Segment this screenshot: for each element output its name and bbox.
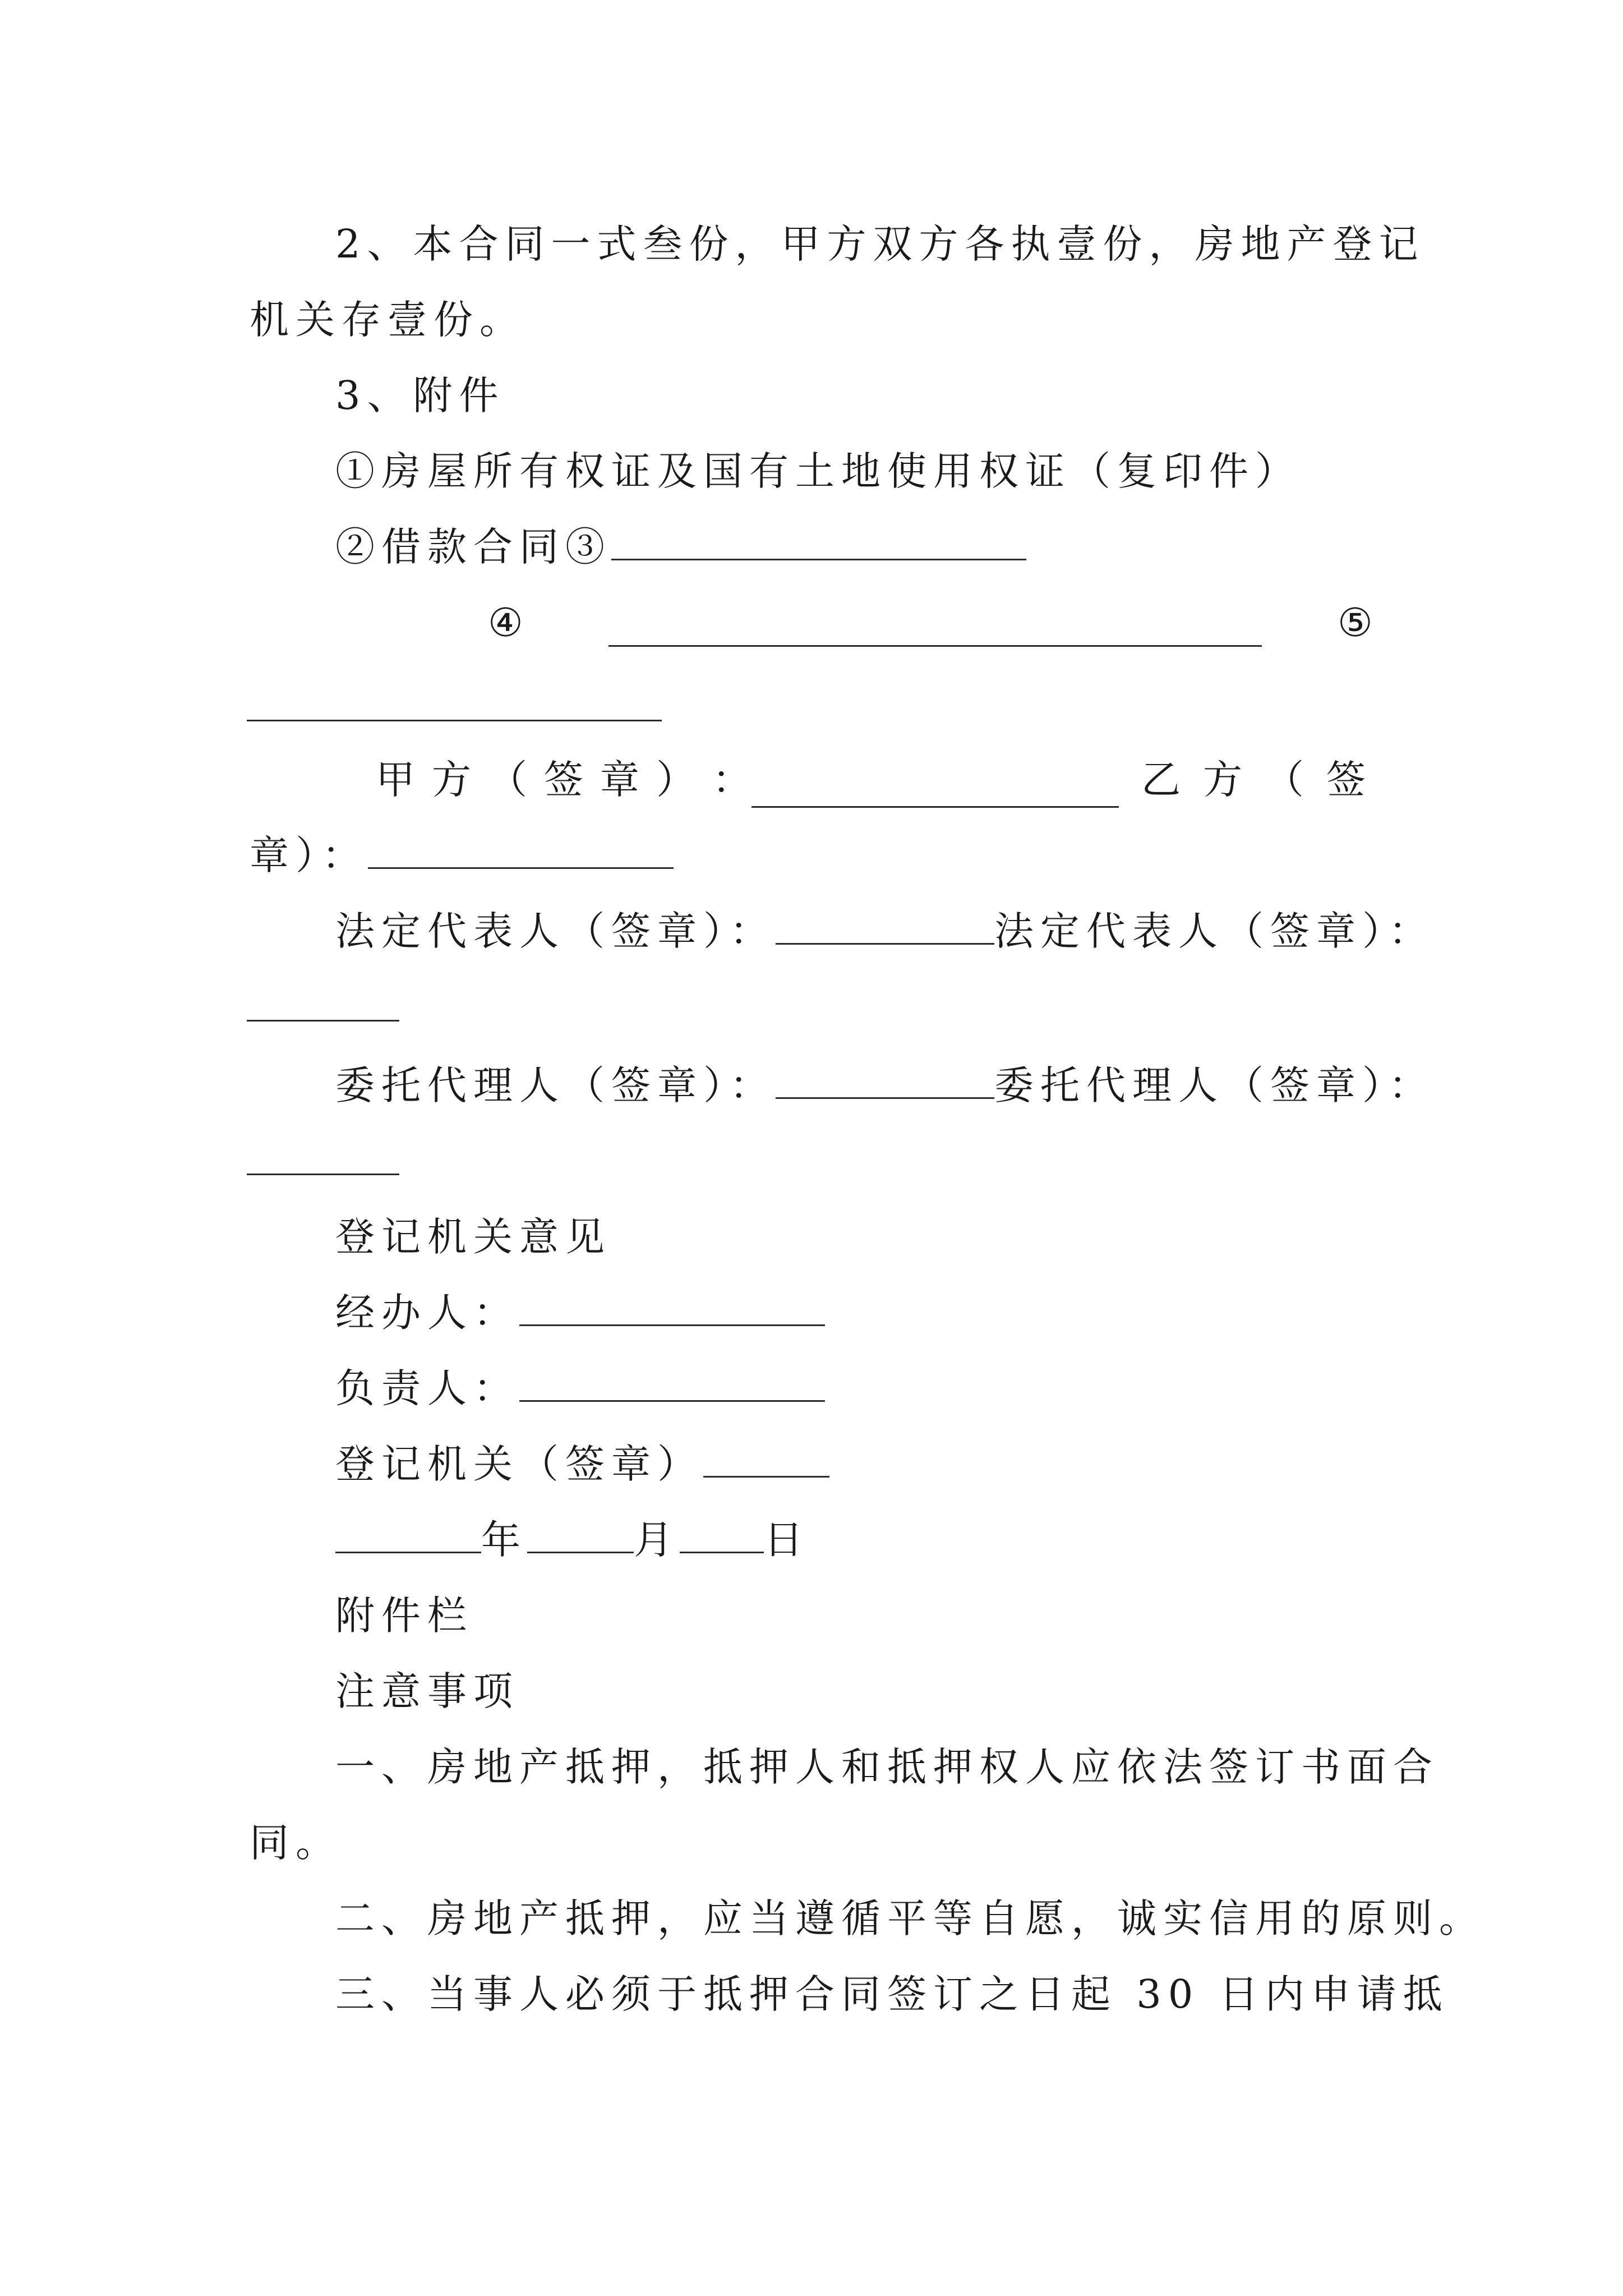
party-b-char-3: （ xyxy=(1265,757,1304,803)
legal-rep-b-label: 法定代表人（签章）： xyxy=(994,908,1435,954)
party-a-char-4: 签 xyxy=(544,757,583,803)
attachment-item-5-mark: ⑤ xyxy=(1338,600,1380,646)
party-b-char-1: 乙 xyxy=(1141,757,1181,803)
attachment-4-blank xyxy=(608,606,1262,647)
registry-opinion-heading: 登记机关意见 xyxy=(335,1214,611,1260)
paragraph-copies-line2: 机关存壹份。 xyxy=(250,297,525,343)
attachment-column-heading: 附件栏 xyxy=(335,1593,473,1639)
party-b-signature-blank xyxy=(368,828,674,869)
agent-b-blank xyxy=(247,1134,399,1175)
paragraph-attachments-heading: 3、附件 xyxy=(335,372,505,418)
responsible-label: 负责人： xyxy=(335,1365,519,1411)
responsible-row xyxy=(335,1360,825,1416)
handler-label: 经办人： xyxy=(335,1290,519,1336)
party-b-char-2: 方 xyxy=(1203,757,1242,803)
party-b-char-4: 签 xyxy=(1326,757,1366,803)
legal-rep-b-blank xyxy=(247,981,399,1022)
month-label: 月 xyxy=(634,1517,680,1563)
date-row xyxy=(335,1512,810,1568)
note-2: 二、房地产抵押，应当遵循平等自愿，诚实信用的原则。 xyxy=(335,1895,1485,1941)
agent-a-blank xyxy=(776,1058,994,1099)
attachment-5-blank xyxy=(247,680,662,721)
legal-rep-a-blank xyxy=(776,904,994,945)
party-a-char-2: 方 xyxy=(432,757,471,803)
responsible-blank xyxy=(519,1361,825,1402)
party-signature-row xyxy=(376,752,1366,808)
attachment-item-4-mark: ④ xyxy=(488,600,530,646)
paragraph-copies-line1: 2、本合同一式叁份，甲方双方各执壹份，房地产登记 xyxy=(335,221,1425,267)
note-1-line2: 同。 xyxy=(250,1820,342,1866)
party-a-char-6: ） xyxy=(656,757,695,803)
agent-b-label: 委托代理人（签章）： xyxy=(994,1062,1435,1108)
attachment-item-2-3 xyxy=(335,519,1026,575)
party-a-char-7: ： xyxy=(712,757,751,803)
note-3: 三、当事人必须于抵押合同签订之日起 30 日内申请抵 xyxy=(335,1971,1449,2017)
party-a-char-3: （ xyxy=(488,757,527,803)
legal-representative-row xyxy=(335,903,1435,959)
party-a-char-1: 甲 xyxy=(376,757,415,803)
handler-blank xyxy=(519,1285,825,1326)
registry-seal-blank xyxy=(703,1437,829,1478)
month-blank xyxy=(527,1512,634,1553)
legal-rep-a-label: 法定代表人（签章）： xyxy=(335,908,776,954)
party-b-signature-label: 章）： xyxy=(250,832,368,878)
party-b-signature-line xyxy=(250,827,674,884)
year-label: 年 xyxy=(481,1517,527,1563)
registry-seal-row xyxy=(335,1436,829,1492)
attachment-item-1: ①房屋所有权证及国有土地使用权证（复印件） xyxy=(335,448,1301,494)
notes-heading: 注意事项 xyxy=(335,1668,519,1714)
day-label: 日 xyxy=(764,1517,810,1563)
registry-seal-label: 登记机关（签章） xyxy=(335,1441,703,1487)
party-a-char-5: 章 xyxy=(600,757,639,803)
year-blank xyxy=(335,1512,481,1553)
party-a-signature-blank xyxy=(751,767,1119,808)
note-1-line1: 一、房地产抵押，抵押人和抵押权人应依法签订书面合 xyxy=(335,1744,1439,1790)
handler-row xyxy=(335,1285,825,1341)
attachment-item-2-3-text: ②借款合同③ xyxy=(335,524,611,570)
day-blank xyxy=(680,1512,764,1553)
agent-row xyxy=(335,1057,1435,1114)
agent-a-label: 委托代理人（签章）： xyxy=(335,1062,776,1108)
attachment-3-blank xyxy=(611,519,1026,560)
